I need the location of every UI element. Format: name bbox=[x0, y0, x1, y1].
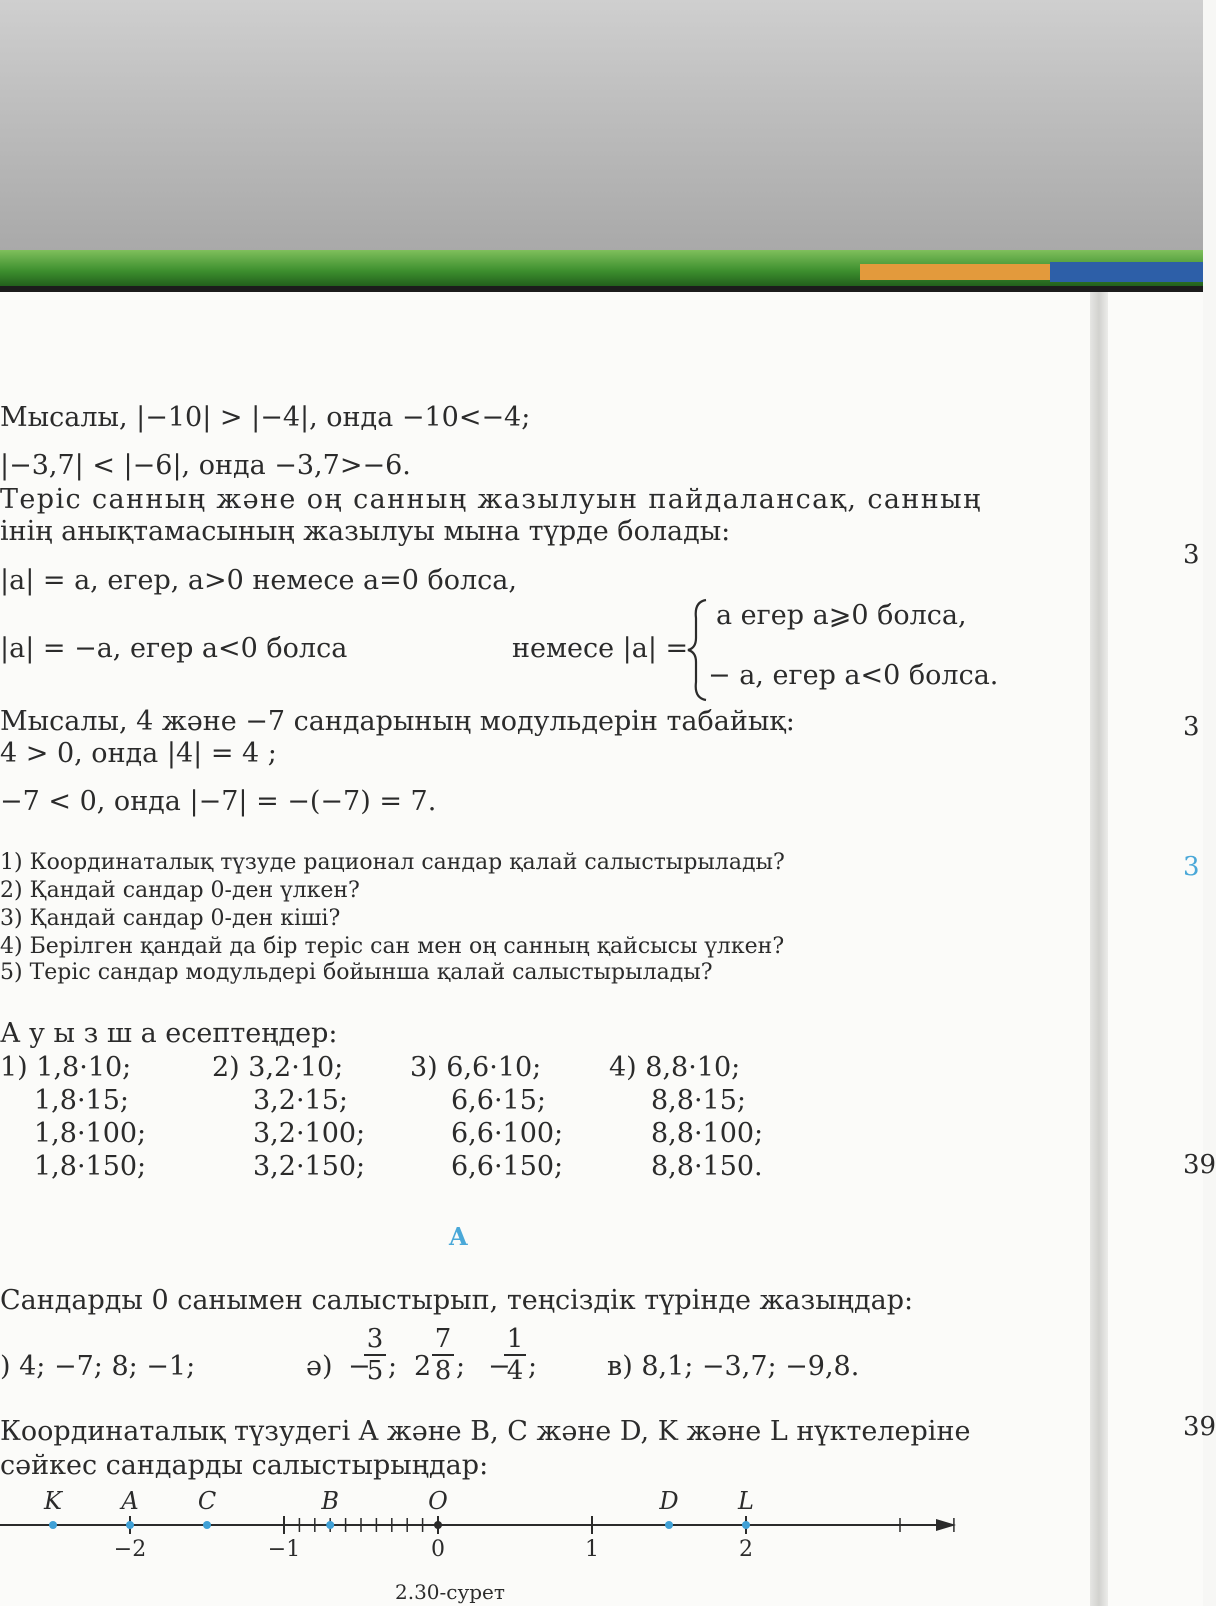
fraction3-minus: − bbox=[488, 1351, 511, 1382]
point-label-B: B bbox=[321, 1487, 340, 1515]
cover-orange-strip bbox=[860, 264, 1050, 280]
oral-col3-row1: 3) 6,6·10; bbox=[410, 1052, 542, 1083]
number-line-arrow bbox=[936, 1519, 956, 1531]
tick-label: 1 bbox=[585, 1537, 599, 1562]
tick-label: 2 bbox=[739, 1537, 753, 1562]
oral-col2-row2: 3,2·15; bbox=[253, 1085, 348, 1116]
question-2: 2) Қандай сандар 0-ден үлкен? bbox=[0, 878, 360, 903]
task2-line-2: сәйкес сандарды салыстырыңдар: bbox=[0, 1450, 489, 1481]
margin-number-3: 3 bbox=[1183, 852, 1200, 882]
fraction3-separator: ; bbox=[528, 1351, 538, 1382]
fraction-3-5: 3 5 bbox=[364, 1326, 386, 1384]
point-label-L: L bbox=[738, 1487, 754, 1515]
point-label-A: A bbox=[121, 1487, 139, 1515]
oral-heading: А у ы з ш а есептеңдер: bbox=[0, 1018, 338, 1049]
task2-line-1: Координаталық түзудегі A және B, C және D, K және L нүктелеріне bbox=[0, 1416, 971, 1447]
margin-number-2: 3 bbox=[1183, 712, 1200, 742]
cover-blue-strip bbox=[1050, 262, 1203, 282]
point-A bbox=[126, 1521, 134, 1529]
fraction2-separator: ; bbox=[456, 1351, 466, 1382]
definition-intro-1: Теріс санның және оң санның жазылуын пайдалансақ, санның bbox=[0, 484, 982, 515]
tick-label: −1 bbox=[267, 1537, 301, 1562]
fraction-1-4: 1 4 bbox=[504, 1326, 526, 1384]
oral-col1-row4: 1,8·150; bbox=[34, 1151, 147, 1182]
margin-number-4: 39 bbox=[1183, 1150, 1216, 1180]
point-L bbox=[742, 1521, 750, 1529]
definition-case-1: |a| = a, егер, a>0 немесе a=0 болса, bbox=[0, 565, 517, 596]
alt-case-1: a егер a⩾0 болса, bbox=[716, 600, 967, 631]
alt-case-2: − a, егер a<0 болса. bbox=[708, 660, 999, 691]
section-letter: A bbox=[449, 1222, 468, 1251]
oral-col3-row4: 6,6·150; bbox=[451, 1151, 564, 1182]
point-label-D: D bbox=[659, 1487, 679, 1515]
figure-caption: 2.30-сурет bbox=[395, 1580, 505, 1604]
curly-brace bbox=[686, 598, 710, 702]
oral-col1-row1: 1) 1,8·10; bbox=[0, 1052, 132, 1083]
task1-part-c: в) 8,1; −3,7; −9,8. bbox=[607, 1351, 860, 1382]
point-O bbox=[434, 1521, 442, 1529]
mixed-number-whole: 2 bbox=[414, 1351, 432, 1382]
point-label-O: O bbox=[428, 1487, 448, 1515]
oral-col4-row4: 8,8·150. bbox=[651, 1151, 763, 1182]
example2-line-2: 4 > 0, онда |4| = 4 ; bbox=[0, 738, 277, 769]
task1-part-a: ) 4; −7; 8; −1; bbox=[0, 1351, 196, 1382]
definition-intro-2: інің анықтамасының жазылуы мына түрде болады: bbox=[0, 516, 731, 547]
oral-col3-row2: 6,6·15; bbox=[451, 1085, 546, 1116]
oral-col2-row4: 3,2·150; bbox=[253, 1151, 366, 1182]
point-D bbox=[665, 1521, 673, 1529]
oral-col4-row3: 8,8·100; bbox=[651, 1118, 764, 1149]
fraction1-separator: ; bbox=[388, 1351, 398, 1382]
point-label-K: K bbox=[44, 1487, 62, 1515]
question-1: 1) Координаталық түзуде рационал сандар қалай салыстырылады? bbox=[0, 850, 785, 875]
tick-label: 0 bbox=[431, 1537, 445, 1562]
page-fold bbox=[1090, 292, 1108, 1606]
question-5: 5) Теріс сандар модульдері бойынша қалай салыстырылады? bbox=[0, 960, 713, 985]
alt-definition-label: немесе |a| = bbox=[512, 633, 689, 664]
oral-col4-row2: 8,8·15; bbox=[651, 1085, 746, 1116]
point-label-C: C bbox=[197, 1487, 217, 1515]
question-4: 4) Берілген қандай да бір теріс сан мен оң санның қайсысы үлкен? bbox=[0, 934, 785, 959]
point-B bbox=[326, 1521, 334, 1529]
oral-col2-row3: 3,2·100; bbox=[253, 1118, 366, 1149]
oral-col1-row2: 1,8·15; bbox=[34, 1085, 129, 1116]
task1-part-b-label: ә) bbox=[306, 1351, 333, 1382]
oral-col3-row3: 6,6·100; bbox=[451, 1118, 564, 1149]
oral-col2-row1: 2) 3,2·10; bbox=[212, 1052, 344, 1083]
number-line-figure bbox=[0, 1480, 1000, 1560]
example2-line-3: −7 < 0, онда |−7| = −(−7) = 7. bbox=[0, 786, 437, 817]
definition-case-2: |a| = −a, егер a<0 болса bbox=[0, 633, 348, 664]
task1-text: Сандарды 0 санымен салыстырып, теңсіздік түрінде жазыңдар: bbox=[0, 1285, 914, 1316]
oral-col1-row3: 1,8·100; bbox=[34, 1118, 147, 1149]
fraction-7-8: 7 8 bbox=[432, 1326, 454, 1384]
fraction1-minus: − bbox=[348, 1351, 371, 1382]
example-line-1: Мысалы, |−10| > |−4|, онда −10<−4; bbox=[0, 402, 531, 433]
point-C bbox=[203, 1521, 211, 1529]
example-line-2: |−3,7| < |−6|, онда −3,7>−6. bbox=[0, 450, 411, 481]
example2-line-1: Мысалы, 4 және −7 сандарының модульдерін табайық: bbox=[0, 706, 795, 737]
point-K bbox=[49, 1521, 57, 1529]
tick-label: −2 bbox=[113, 1537, 147, 1562]
oral-col4-row1: 4) 8,8·10; bbox=[609, 1052, 741, 1083]
margin-number-1: 3 bbox=[1183, 540, 1200, 570]
margin-number-5: 39 bbox=[1183, 1412, 1216, 1442]
scan-background-top bbox=[0, 0, 1203, 250]
question-3: 3) Қандай сандар 0-ден кіші? bbox=[0, 906, 341, 931]
